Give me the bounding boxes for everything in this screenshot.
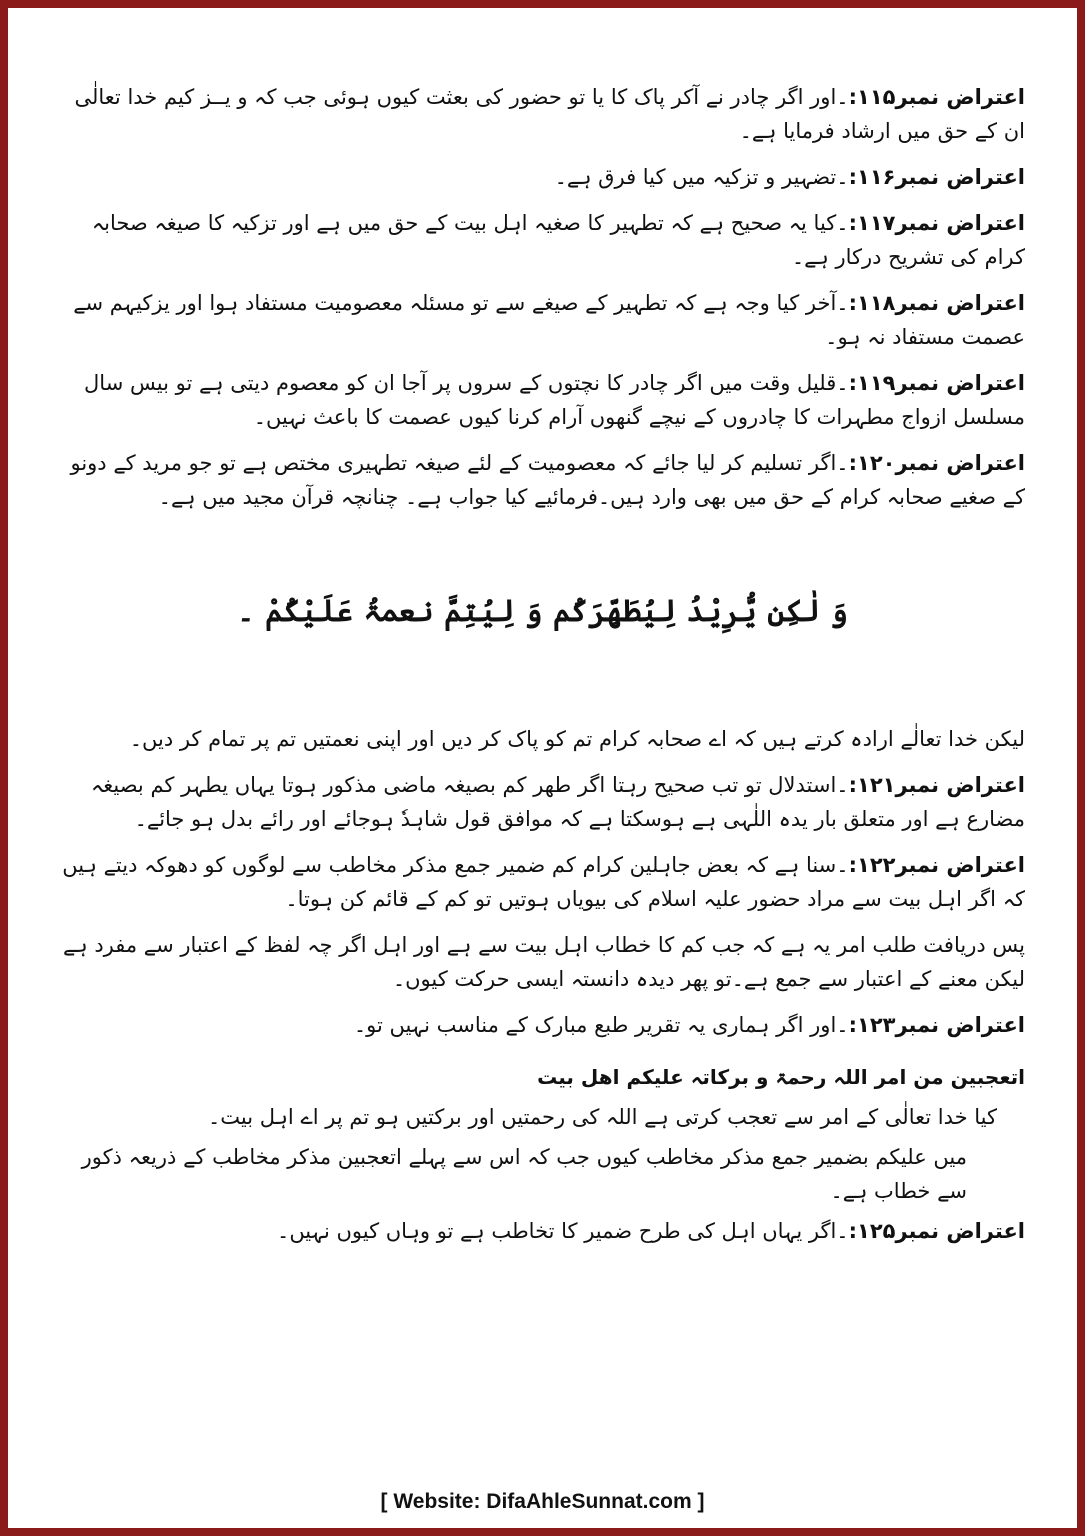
objection-119: اعتراض نمبر۱۱۹:۔قلیل وقت میں اگر چادر کا نچتوں کے سروں پر آجا ان کو معصوم دیتی ہے تو بیس سال مسلسل ازواج مطہرات کا چادروں کے نیچے گنھوں آرام کرنا کیوں عصمت کا باعث نہیں۔ — [84, 371, 1025, 429]
objection-125: اعتراض نمبر۱۲۵:۔اگر یہاں اہل کی طرح ضمیر کا تخاطب ہے تو وہاں کیوں نہیں۔ — [277, 1219, 1025, 1243]
grammar-note: میں علیکم بضمیر جمع مذکر مخاطب کیوں جب کہ اس سے پہلے اتعجبین مذکر مخاطب کے ذریعہ ذکور سے خطاب ہے۔ — [81, 1145, 967, 1203]
objection-115: اعتراض نمبر۱۱۵:۔اور اگر چادر نے آکر پاک کا یا تو حضور کی بعثت کیوں ہوئی جب کہ و یــز کیم خدا تعالٰی ان کے حق میں ارشاد فرمایا ہے۔ — [74, 85, 1025, 143]
website-footer: [ Website: DifaAhleSunnat.com ] — [380, 1490, 705, 1513]
objection-117: اعتراض نمبر۱۱۷:۔کیا یہ صحیح ہے کہ تطہیر کا صغیہ اہل بیت کے حق میں ہے اور تزکیہ کا صیغہ صحابہ کرام کی تشریح درکار ہے۔ — [91, 211, 1025, 269]
arabic-quote: اتعجبین من امر اللہ رحمۃ و برکاتہ علیکم اھل بیت — [537, 1065, 1025, 1089]
objection-123: اعتراض نمبر۱۲۳:۔اور اگر ہماری یہ تقریر طبع مبارک کے مناسب نہیں تو۔ — [353, 1013, 1025, 1037]
objection-122: اعتراض نمبر۱۲۲:۔سنا ہے کہ بعض جاہلین کرام کم ضمیر جمع مذکر مخاطب سے لوگوں کو دھوکہ دیتے ہیں کہ اگر اہل بیت سے مراد حضور علیہ اسلام کی بیویاں ہوتیں تو کم کے قائم کن ہوتا۔ — [62, 853, 1025, 911]
quran-verse: وَ لٰکِن یُّرِیْدُ لِیُطَھِّرَکُم وَ لِیُتِمَّ نعمۃُ عَلَیْکُمْ ۔ — [237, 594, 848, 629]
inquiry-paragraph: پس دریافت طلب امر یہ ہے کہ جب کم کا خطاب اہل بیت سے ہے اور اہل اگر چہ لفظ کے اعتبار سے مفرد ہے لیکن معنے کے اعتبار سے جمع ہے۔تو پھر دیدہ دانستہ ایسی حرکت کیوں۔ — [63, 933, 1025, 991]
arabic-quote-translation: کیا خدا تعالٰی کے امر سے تعجب کرتی ہے اللہ کی رحمتیں اور برکتیں ہو تم پر اے اہل بیت۔ — [207, 1105, 997, 1129]
objection-116: اعتراض نمبر۱۱۶:۔تضہیر و تزکیہ میں کیا فرق ہے۔ — [554, 165, 1025, 189]
objection-118: اعتراض نمبر۱۱۸:۔آخر کیا وجہ ہے کہ تطہیر کے صیغے سے تو مسئلہ معصومیت مستفاد ہوا اور یزکیہم سے عصمت مستفاد نہ ہو۔ — [73, 291, 1025, 349]
verse-translation: لیکن خدا تعالٰے ارادہ کرتے ہیں کہ اے صحابہ کرام تم کو پاک کر دیں اور اپنی نعمتیں تم پر تمام کر دیں۔ — [129, 727, 1025, 751]
document-body — [60, 80, 1025, 1260]
objection-121: اعتراض نمبر۱۲۱:۔استدلال تو تب صحیح رہتا اگر طھر کم بصیغہ ماضی مذکور ہوتا یہاں یطہر کم بصیغہ مضارع ہے اور متعلق بار یدہ اللٰہی ہے ہوسکتا ہے کہ موافق قول شاہدٗ ہوجائے اور رائے بدل ہو جائے۔ — [90, 773, 1025, 831]
objection-120: اعتراض نمبر۱۲۰:۔اگر تسلیم کر لیا جائے کہ معصومیت کے لئے صیغہ تطہیری مختص ہے تو جو مرید کے دونو کے صغیے صحابہ کرام کے حق میں بھی وارد ہیں۔فرمائیے کیا جواب ہے۔ چنانچہ قرآن مجید میں ہے۔ — [70, 451, 1025, 509]
